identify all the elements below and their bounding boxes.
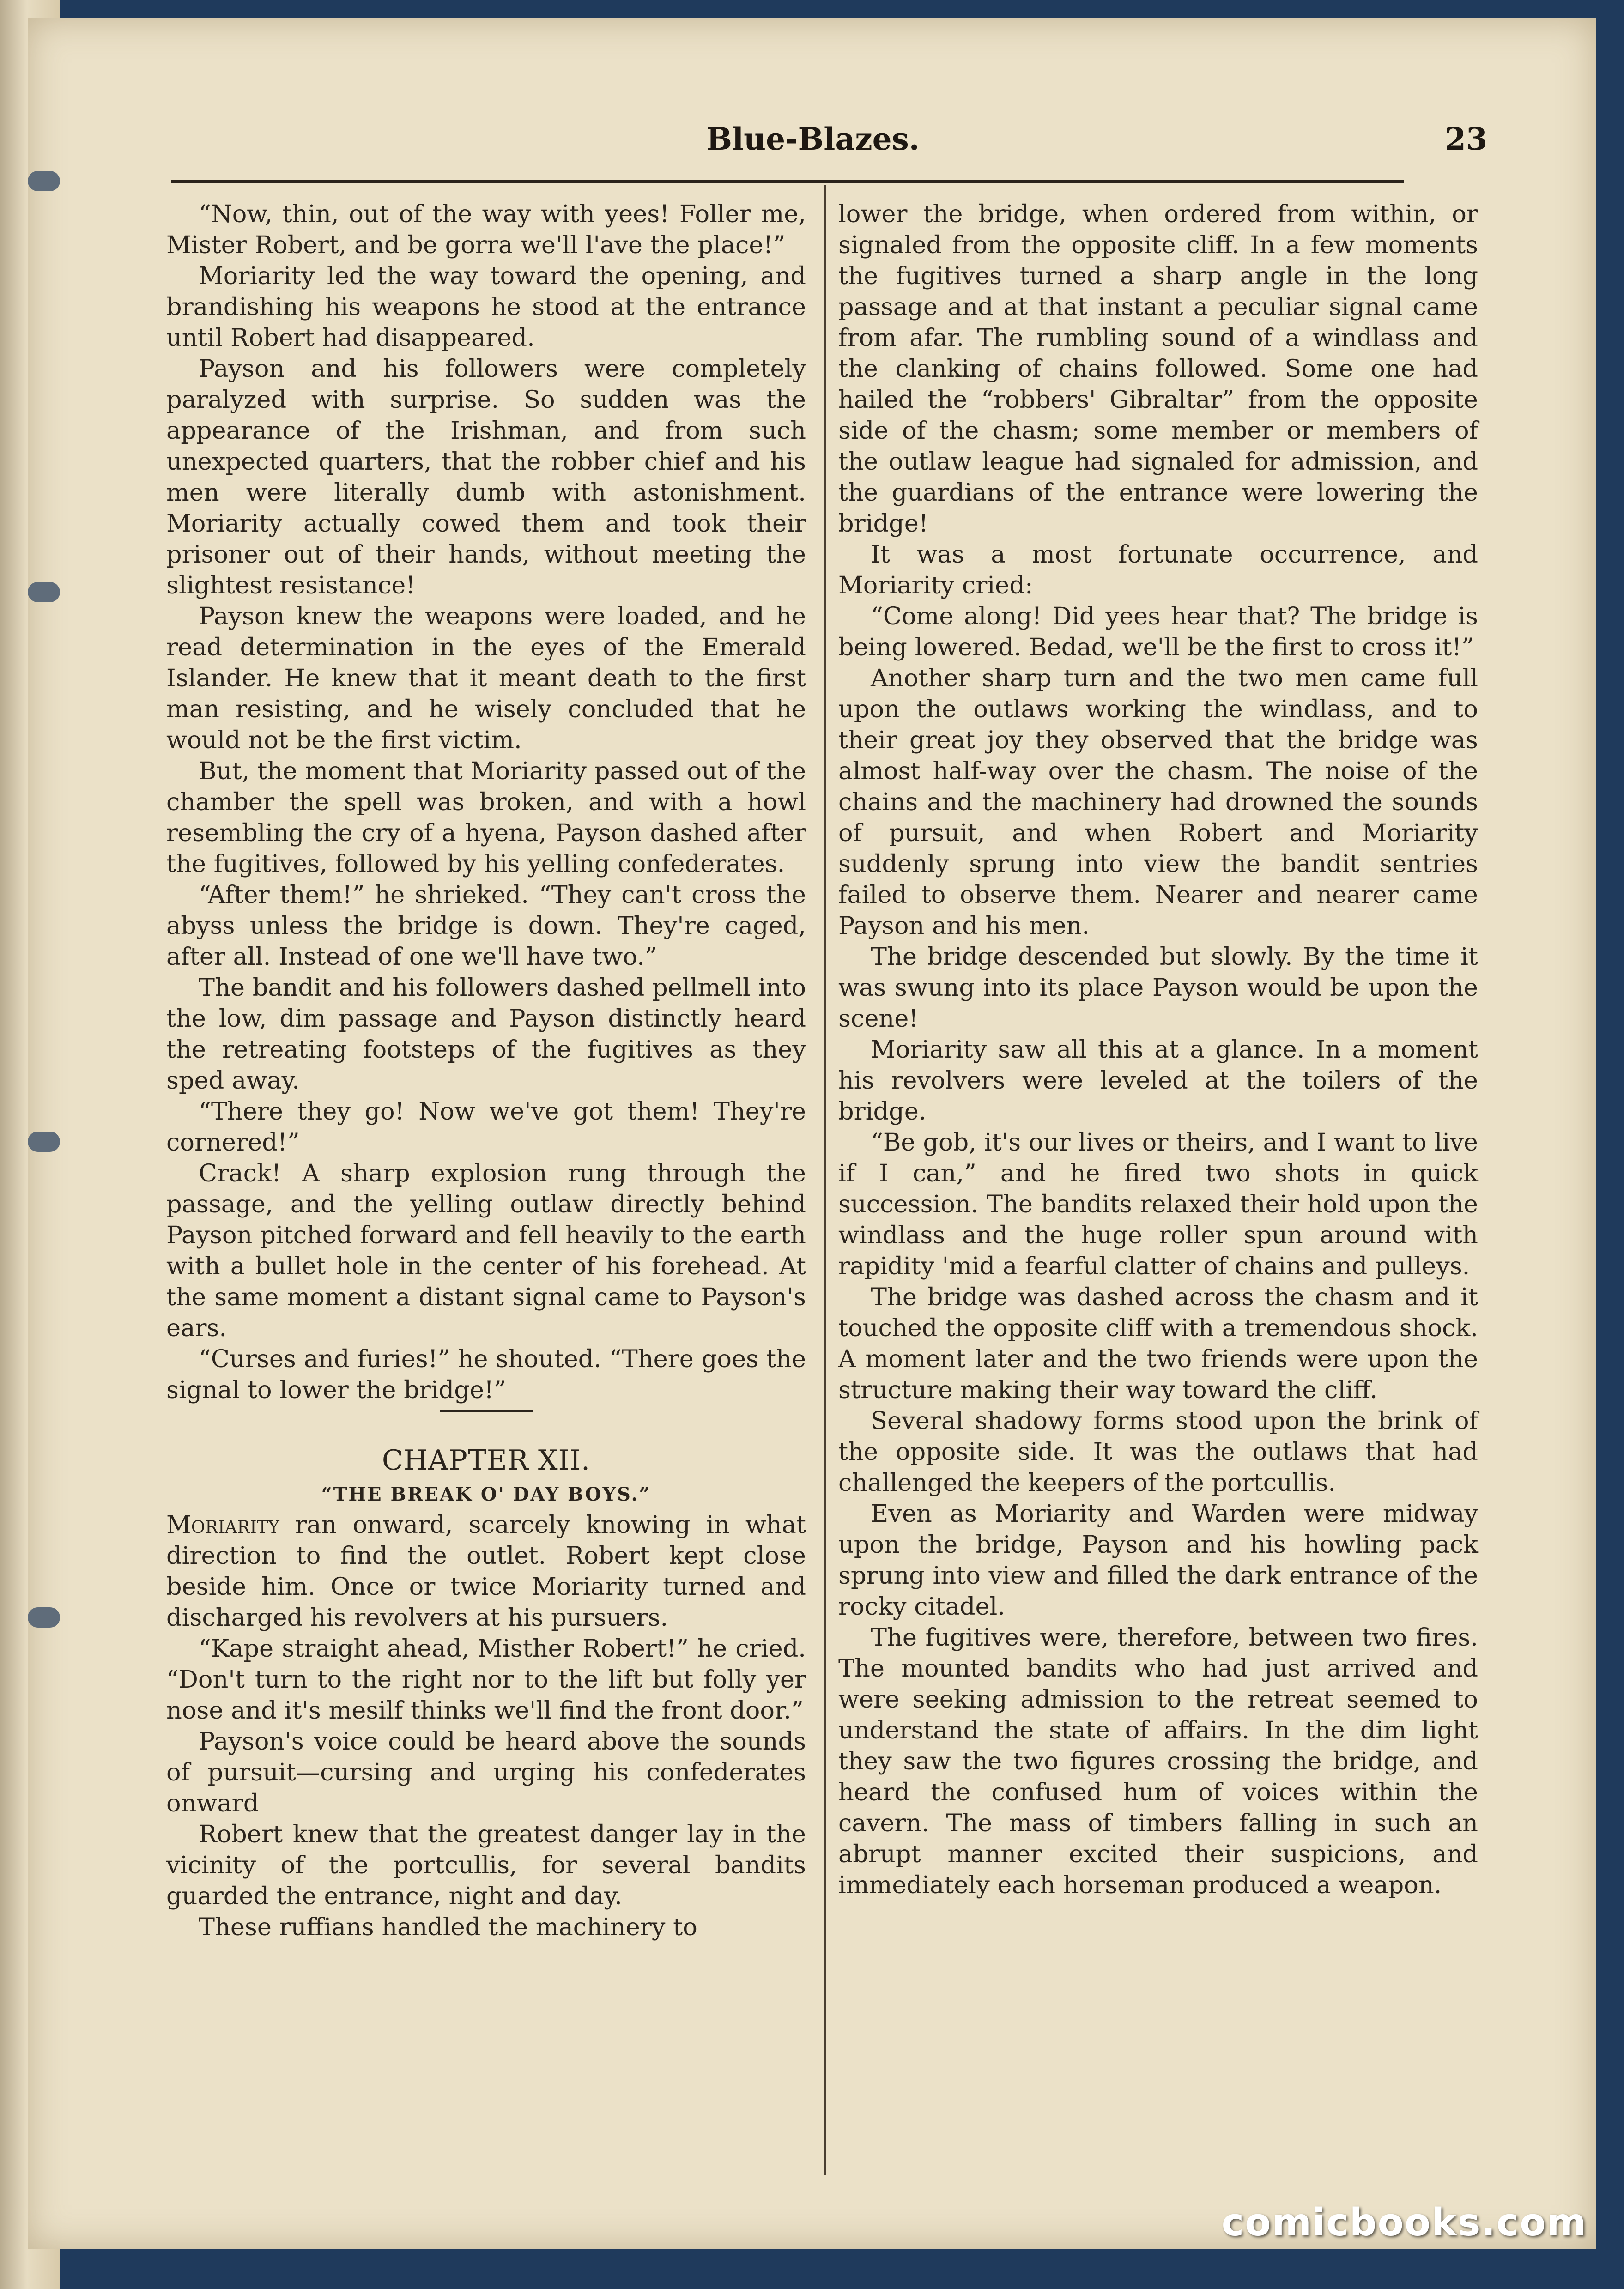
- paragraph: The fugitives were, therefore, between two fires. The mounted bandits who had just arrived and were seeking admission to the retreat seemed to understand the state of affairs. In the dim light they saw the two figures crossing the bridge, and heard the confused hum of voices within the cavern. The mass of timbers falling in such an abrupt manner excited their suspicions, and immediately each horseman produced a weapon.: [838, 1623, 1478, 1899]
- paragraph: Moriarity led the way toward the opening, and brandishing his weapons he stood at the entrance until Robert had disappeared.: [166, 262, 806, 352]
- paragraph: But, the moment that Moriarity passed out of the chamber the spell was broken, and with a howl resembling the cry of a hyena, Payson dashed after the fugitives, followed by his yelling confederates.: [166, 757, 806, 878]
- chapter-title: CHAPTER XII.: [382, 1444, 591, 1477]
- binding-staple-middle: [28, 1132, 60, 1152]
- paragraph: Payson's voice could be heard above the sounds of pursuit—cursing and urging his confederates onward: [166, 1727, 806, 1817]
- binding-staple-top: [28, 171, 60, 191]
- continued-paragraph: lower the bridge, when ordered from within, or signaled from the opposite cliff. In a few moments the fugitives turned a sharp angle in the long passage and at that instant a peculiar signal came from afar. The rumbling sound of a windlass and the clanking of chains followed. Some one had hailed the “robbers' Gibraltar” from the opposite side of the chasm; some member or members of the outlaw league had signaled for admission, and the guardians of the entrance were lowering the bridge!: [838, 200, 1478, 538]
- chapter-opening-paragraph: [166, 1509, 806, 1633]
- chapter-opening-text: ran onward, scarcely knowing in what direction to find the outlet. Robert kept close beside him. Once or twice Moriarity turned and discharged his revolvers at his pursuers.: [166, 1511, 806, 1632]
- page-number: 23: [1445, 121, 1487, 157]
- right-column: [838, 199, 1478, 1901]
- paragraph: The bandit and his followers dashed pellmell into the low, dim passage and Payson distinctly heard the retreating footsteps of the fugitives as they sped away.: [166, 974, 806, 1095]
- paragraph: Even as Moriarity and Warden were midway upon the bridge, Payson and his howling pack sprung into view and filled the dark entrance of the rocky citadel.: [838, 1500, 1478, 1621]
- chapter-lead-word: Moriarity: [166, 1511, 279, 1539]
- paragraph: “Now, thin, out of the way with yees! Foller me, Mister Robert, and be gorra we'll l'ave the place!”: [166, 200, 806, 259]
- paragraph: Payson and his followers were completely paralyzed with surprise. So sudden was the appearance of the Irishman, and from such unexpected quarters, that the robber chief and his men were literally dumb with astonishment. Moriarity actually cowed them and took their prisoner out of their hands, without meeting the slightest resistance!: [166, 355, 806, 600]
- column-divider: [824, 185, 826, 2175]
- paragraph: Robert knew that the greatest danger lay in the vicinity of the portcullis, for several bandits guarded the entrance, night and day.: [166, 1820, 806, 1910]
- paragraph: Payson knew the weapons were loaded, and he read determination in the eyes of the Emerald Islander. He knew that it meant death to the first man resisting, and he wisely concluded that he would not be the first victim.: [166, 602, 806, 754]
- paragraph: Moriarity saw all this at a glance. In a moment his revolvers were leveled at the toilers of the bridge.: [838, 1036, 1478, 1126]
- binding-staple-upper: [28, 582, 60, 602]
- paragraph: The bridge descended but slowly. By the time it was swung into its place Payson would be upon the scene!: [838, 943, 1478, 1033]
- site-watermark: comicbooks.com: [1221, 2201, 1587, 2245]
- paragraph: Several shadowy forms stood upon the brink of the opposite side. It was the outlaws that had challenged the keepers of the portcullis.: [838, 1407, 1478, 1497]
- paragraph: The bridge was dashed across the chasm and it touched the opposite cliff with a tremendous shock. A moment later and the two friends were upon the structure making their way toward the cliff.: [838, 1283, 1478, 1404]
- paragraph: “Be gob, it's our lives or theirs, and I want to live if I can,” and he fired two shots in quick succession. The bandits relaxed their hold upon the windlass and the huge roller spun around with rapidity 'mid a fearful clatter of chains and pulleys.: [838, 1128, 1478, 1280]
- page-header: [139, 121, 1487, 176]
- paragraph: “Curses and furies!” he shouted. “There goes the signal to lower the bridge!”: [166, 1345, 806, 1404]
- paragraph: “After them!” he shrieked. “They can't cross the abyss unless the bridge is down. They're caged, after all. Instead of one we'll have two.”: [166, 881, 806, 971]
- chapter-subtitle: “THE BREAK O' DAY BOYS.”: [321, 1484, 651, 1505]
- paragraph: “There they go! Now we've got them! They're cornered!”: [166, 1097, 806, 1157]
- left-column: [166, 199, 806, 1943]
- paragraph: These ruffians handled the machinery to: [199, 1913, 697, 1941]
- chapter-rule: [440, 1410, 533, 1412]
- paragraph: “Kape straight ahead, Misther Robert!” he cried. “Don't turn to the right nor to the lift but folly yer nose and it's mesilf thinks we'll find the front door.”: [166, 1635, 806, 1725]
- paragraph: It was a most fortunate occurrence, and Moriarity cried:: [838, 540, 1478, 600]
- running-title: Blue-Blazes.: [706, 121, 920, 157]
- binding-staple-lower: [28, 1607, 60, 1628]
- paragraph: Crack! A sharp explosion rung through the passage, and the yelling outlaw directly behind Payson pitched forward and fell heavily to the earth with a bullet hole in the center of his forehead. At the same moment a distant signal came to Payson's ears.: [166, 1159, 806, 1342]
- paragraph: Another sharp turn and the two men came full upon the outlaws working the windlass, and to their great joy they observed that the bridge was almost half-way over the chasm. The noise of the chains and the machinery had drowned the sounds of pursuit, and when Robert and Moriarity suddenly sprung into view the bandit sentries failed to observe them. Nearer and nearer came Payson and his men.: [838, 664, 1478, 940]
- header-rule: [171, 180, 1404, 183]
- paragraph: “Come along! Did yees hear that? The bridge is being lowered. Bedad, we'll be the first to cross it!”: [838, 602, 1478, 661]
